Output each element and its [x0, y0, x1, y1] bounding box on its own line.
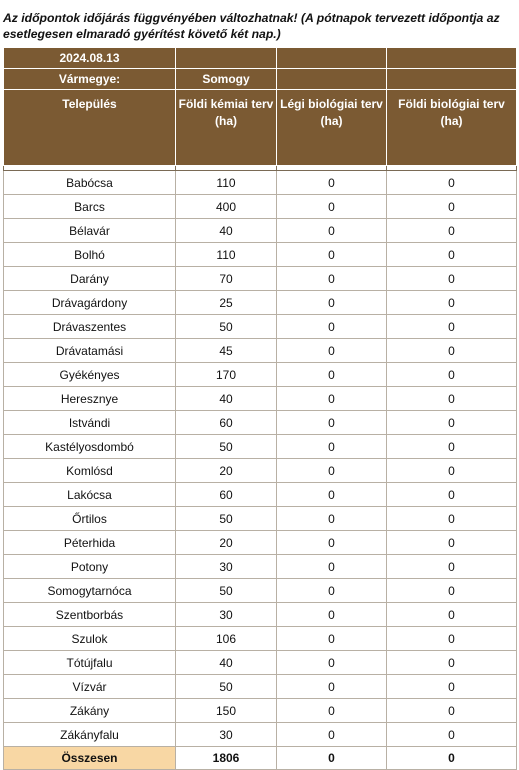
header-county-row — [4, 69, 517, 90]
ground-chemical-cell: 50 — [176, 579, 277, 603]
ground-chemical-cell: 60 — [176, 411, 277, 435]
table-row — [4, 171, 517, 195]
ground-chemical-cell: 50 — [176, 675, 277, 699]
ground-biological-cell: 0 — [387, 603, 517, 627]
ground-biological-cell: 0 — [387, 579, 517, 603]
settlement-cell: Kastélyosdombó — [4, 435, 176, 459]
table-row — [4, 291, 517, 315]
settlement-cell: Drávagárdony — [4, 291, 176, 315]
table-row — [4, 603, 517, 627]
ground-biological-cell: 0 — [387, 387, 517, 411]
date-cell: 2024.08.13 — [4, 48, 176, 69]
ground-chemical-cell: 45 — [176, 339, 277, 363]
ground-chemical-cell: 50 — [176, 315, 277, 339]
settlement-cell: Bélavár — [4, 219, 176, 243]
ground-chemical-cell: 40 — [176, 219, 277, 243]
settlement-cell: Drávatamási — [4, 339, 176, 363]
table-row — [4, 723, 517, 747]
col-header-ground-chemical: Földi kémiai terv (ha) — [176, 90, 277, 166]
ground-chemical-cell: 30 — [176, 603, 277, 627]
ground-chemical-cell: 40 — [176, 387, 277, 411]
table-row — [4, 651, 517, 675]
ground-biological-cell: 0 — [387, 627, 517, 651]
table-row — [4, 243, 517, 267]
ground-biological-cell: 0 — [387, 507, 517, 531]
settlement-cell: Zákány — [4, 699, 176, 723]
air-biological-cell: 0 — [277, 699, 387, 723]
ground-biological-cell: 0 — [387, 459, 517, 483]
ground-chemical-cell: 30 — [176, 723, 277, 747]
air-biological-cell: 0 — [277, 459, 387, 483]
table-row — [4, 267, 517, 291]
air-biological-cell: 0 — [277, 243, 387, 267]
ground-chemical-cell: 20 — [176, 531, 277, 555]
air-biological-cell: 0 — [277, 219, 387, 243]
table-row — [4, 483, 517, 507]
settlement-cell: Komlósd — [4, 459, 176, 483]
table-row — [4, 579, 517, 603]
table-row — [4, 219, 517, 243]
ground-chemical-cell: 110 — [176, 243, 277, 267]
col-header-ground-biological: Földi biológiai terv (ha) — [387, 90, 517, 166]
ground-biological-cell: 0 — [387, 435, 517, 459]
ground-biological-cell: 0 — [387, 219, 517, 243]
ground-chemical-cell: 106 — [176, 627, 277, 651]
total-ground-biological: 0 — [387, 747, 517, 770]
spraying-plan-table — [3, 47, 517, 770]
air-biological-cell: 0 — [277, 651, 387, 675]
ground-biological-cell: 0 — [387, 411, 517, 435]
table-row — [4, 699, 517, 723]
ground-chemical-cell: 60 — [176, 483, 277, 507]
ground-biological-cell: 0 — [387, 291, 517, 315]
total-air-biological: 0 — [277, 747, 387, 770]
settlement-cell: Vízvár — [4, 675, 176, 699]
table-row — [4, 555, 517, 579]
ground-chemical-cell: 50 — [176, 435, 277, 459]
air-biological-cell: 0 — [277, 507, 387, 531]
ground-biological-cell: 0 — [387, 555, 517, 579]
ground-biological-cell: 0 — [387, 195, 517, 219]
air-biological-cell: 0 — [277, 627, 387, 651]
air-biological-cell: 0 — [277, 363, 387, 387]
table-row — [4, 507, 517, 531]
settlement-cell: Heresznye — [4, 387, 176, 411]
empty-header-cell — [176, 48, 277, 69]
empty-header-cell — [277, 69, 387, 90]
ground-chemical-cell: 400 — [176, 195, 277, 219]
ground-biological-cell: 0 — [387, 339, 517, 363]
ground-chemical-cell: 110 — [176, 171, 277, 195]
empty-header-cell — [277, 48, 387, 69]
ground-biological-cell: 0 — [387, 267, 517, 291]
ground-biological-cell: 0 — [387, 315, 517, 339]
total-label: Összesen — [4, 747, 176, 770]
ground-biological-cell: 0 — [387, 675, 517, 699]
column-header-row — [4, 90, 517, 166]
table-row — [4, 363, 517, 387]
air-biological-cell: 0 — [277, 723, 387, 747]
settlement-cell: Lakócsa — [4, 483, 176, 507]
settlement-cell: Somogytarnóca — [4, 579, 176, 603]
air-biological-cell: 0 — [277, 531, 387, 555]
settlement-cell: Zákányfalu — [4, 723, 176, 747]
air-biological-cell: 0 — [277, 675, 387, 699]
settlement-cell: Péterhida — [4, 531, 176, 555]
settlement-cell: Potony — [4, 555, 176, 579]
settlement-cell: Barcs — [4, 195, 176, 219]
total-ground-chemical: 1806 — [176, 747, 277, 770]
ground-biological-cell: 0 — [387, 483, 517, 507]
air-biological-cell: 0 — [277, 579, 387, 603]
air-biological-cell: 0 — [277, 603, 387, 627]
ground-chemical-cell: 170 — [176, 363, 277, 387]
settlement-cell: Bolhó — [4, 243, 176, 267]
settlement-cell: Gyékényes — [4, 363, 176, 387]
ground-biological-cell: 0 — [387, 171, 517, 195]
table-row — [4, 195, 517, 219]
header-date-row — [4, 48, 517, 69]
ground-biological-cell: 0 — [387, 363, 517, 387]
ground-chemical-cell: 150 — [176, 699, 277, 723]
county-value: Somogy — [176, 69, 277, 90]
col-header-settlement: Település — [4, 90, 176, 166]
empty-header-cell — [387, 69, 517, 90]
table-row — [4, 411, 517, 435]
settlement-cell: Drávaszentes — [4, 315, 176, 339]
weather-notice: Az időpontok időjárás függvényében változhatnak! (A pótnapok tervezett időpontja az esetlegesen elmaradó gyérítést követő két nap.) — [3, 11, 500, 41]
settlement-cell: Darány — [4, 267, 176, 291]
empty-header-cell — [387, 48, 517, 69]
table-row — [4, 627, 517, 651]
air-biological-cell: 0 — [277, 195, 387, 219]
settlement-cell: Őrtilos — [4, 507, 176, 531]
air-biological-cell: 0 — [277, 267, 387, 291]
air-biological-cell: 0 — [277, 387, 387, 411]
settlement-cell: Istvándi — [4, 411, 176, 435]
table-row — [4, 675, 517, 699]
total-row — [4, 747, 517, 770]
ground-biological-cell: 0 — [387, 243, 517, 267]
ground-chemical-cell: 20 — [176, 459, 277, 483]
ground-chemical-cell: 50 — [176, 507, 277, 531]
table-row — [4, 531, 517, 555]
air-biological-cell: 0 — [277, 411, 387, 435]
table-row — [4, 339, 517, 363]
settlement-cell: Szentborbás — [4, 603, 176, 627]
ground-chemical-cell: 25 — [176, 291, 277, 315]
ground-biological-cell: 0 — [387, 651, 517, 675]
ground-chemical-cell: 30 — [176, 555, 277, 579]
county-label: Vármegye: — [4, 69, 176, 90]
settlement-cell: Tótújfalu — [4, 651, 176, 675]
settlement-cell: Babócsa — [4, 171, 176, 195]
ground-chemical-cell: 70 — [176, 267, 277, 291]
col-header-air-biological: Légi biológiai terv (ha) — [277, 90, 387, 166]
air-biological-cell: 0 — [277, 171, 387, 195]
table-row — [4, 315, 517, 339]
table-row — [4, 435, 517, 459]
ground-biological-cell: 0 — [387, 699, 517, 723]
air-biological-cell: 0 — [277, 483, 387, 507]
ground-biological-cell: 0 — [387, 531, 517, 555]
table-row — [4, 387, 517, 411]
ground-biological-cell: 0 — [387, 723, 517, 747]
settlement-cell: Szulok — [4, 627, 176, 651]
air-biological-cell: 0 — [277, 315, 387, 339]
table-row — [4, 459, 517, 483]
air-biological-cell: 0 — [277, 339, 387, 363]
ground-chemical-cell: 40 — [176, 651, 277, 675]
air-biological-cell: 0 — [277, 291, 387, 315]
air-biological-cell: 0 — [277, 555, 387, 579]
air-biological-cell: 0 — [277, 435, 387, 459]
